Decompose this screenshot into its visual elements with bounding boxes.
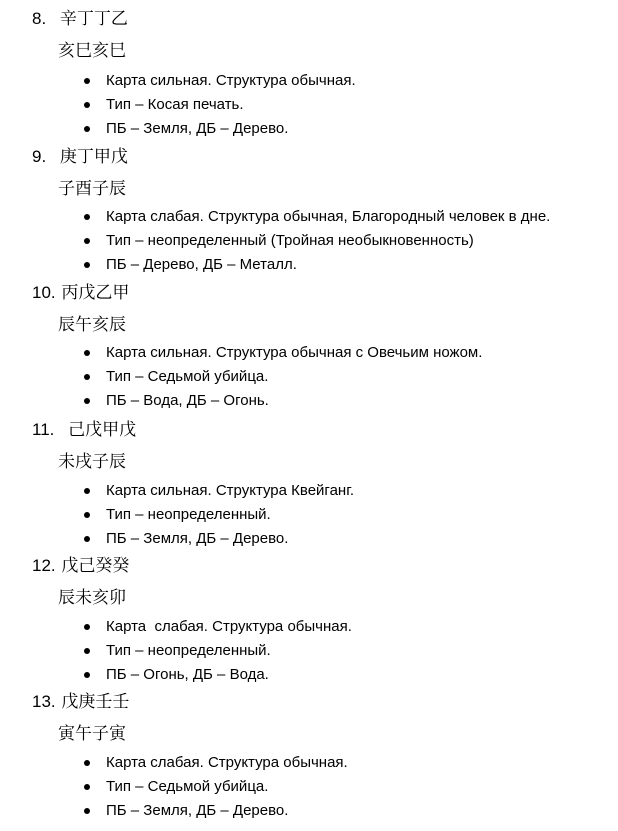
earthly-branches: 辰未亥卯	[58, 588, 126, 607]
entry-heading	[32, 282, 129, 304]
bullet-icon	[84, 536, 90, 542]
list-item-text: Тип – неопределенный.	[106, 506, 271, 523]
heavenly-stems: 戊己癸癸	[61, 556, 130, 575]
list-item-text: ПБ – Земля, ДБ – Дерево.	[106, 802, 289, 819]
list-item-text: Тип – Седьмой убийца.	[106, 368, 269, 385]
entry-number: 11.	[32, 420, 55, 439]
bullet-icon	[84, 374, 90, 380]
bullet-icon	[84, 648, 90, 654]
list-item-text: ПБ – Земля, ДБ – Дерево.	[106, 530, 289, 547]
heavenly-stems: 辛丁丁乙	[59, 9, 128, 28]
entry-number: 10.	[32, 283, 56, 302]
heavenly-stems: 戊庚壬壬	[61, 692, 130, 711]
earthly-branches: 子酉子辰	[58, 179, 126, 198]
bullet-icon	[84, 398, 90, 404]
list-item-text: Тип – Седьмой убийца.	[106, 778, 269, 795]
earthly-branches: 寅午子寅	[58, 724, 126, 743]
entry-heading	[32, 555, 129, 577]
list-item-text: ПБ – Дерево, ДБ – Металл.	[106, 256, 297, 273]
entry-heading	[32, 146, 128, 168]
list-item-text: Карта сильная. Структура Квейганг.	[106, 482, 354, 499]
list-item-text: Тип – неопределенный.	[106, 642, 271, 659]
entry-heading	[32, 419, 136, 441]
list-item-text: Карта слабая. Структура обычная.	[106, 618, 352, 635]
bullet-icon	[84, 214, 90, 220]
bullet-icon	[84, 784, 90, 790]
list-item-text: ПБ – Огонь, ДБ – Вода.	[106, 666, 269, 683]
bullet-icon	[84, 126, 90, 132]
earthly-branches: 未戌子辰	[58, 452, 126, 471]
bullet-icon	[84, 262, 90, 268]
list-item-text: Тип – Косая печать.	[106, 96, 244, 113]
list-item-text: Карта сильная. Структура обычная с Овечьим ножом.	[106, 344, 483, 361]
bullet-icon	[84, 488, 90, 494]
list-item-text: Тип – неопределенный (Тройная необыкновенность)	[106, 232, 474, 249]
entry-number: 8.	[32, 9, 47, 28]
bullet-icon	[84, 808, 90, 814]
entry-heading	[32, 8, 128, 30]
heavenly-stems: 己戊甲戊	[68, 420, 137, 439]
heavenly-stems: 庚丁甲戊	[59, 147, 128, 166]
list-item-text: Карта слабая. Структура обычная, Благородный человек в дне.	[106, 208, 551, 225]
list-item-text: ПБ – Вода, ДБ – Огонь.	[106, 392, 269, 409]
bullet-icon	[84, 102, 90, 108]
list-item-text: Карта слабая. Структура обычная.	[106, 754, 348, 771]
bullet-icon	[84, 624, 90, 630]
heavenly-stems: 丙戊乙甲	[61, 283, 130, 302]
list-item-text: ПБ – Земля, ДБ – Дерево.	[106, 120, 289, 137]
bullet-icon	[84, 350, 90, 356]
bullet-icon	[84, 760, 90, 766]
bullet-icon	[84, 672, 90, 678]
bullet-icon	[84, 238, 90, 244]
entry-heading	[32, 691, 129, 713]
entry-number: 12.	[32, 556, 56, 575]
entry-number: 13.	[32, 692, 56, 711]
list-item-text: Карта сильная. Структура обычная.	[106, 72, 356, 89]
bullet-icon	[84, 512, 90, 518]
bullet-icon	[84, 78, 90, 84]
earthly-branches: 辰午亥辰	[58, 315, 126, 334]
entry-number: 9.	[32, 147, 47, 166]
earthly-branches: 亥巳亥巳	[58, 41, 126, 60]
